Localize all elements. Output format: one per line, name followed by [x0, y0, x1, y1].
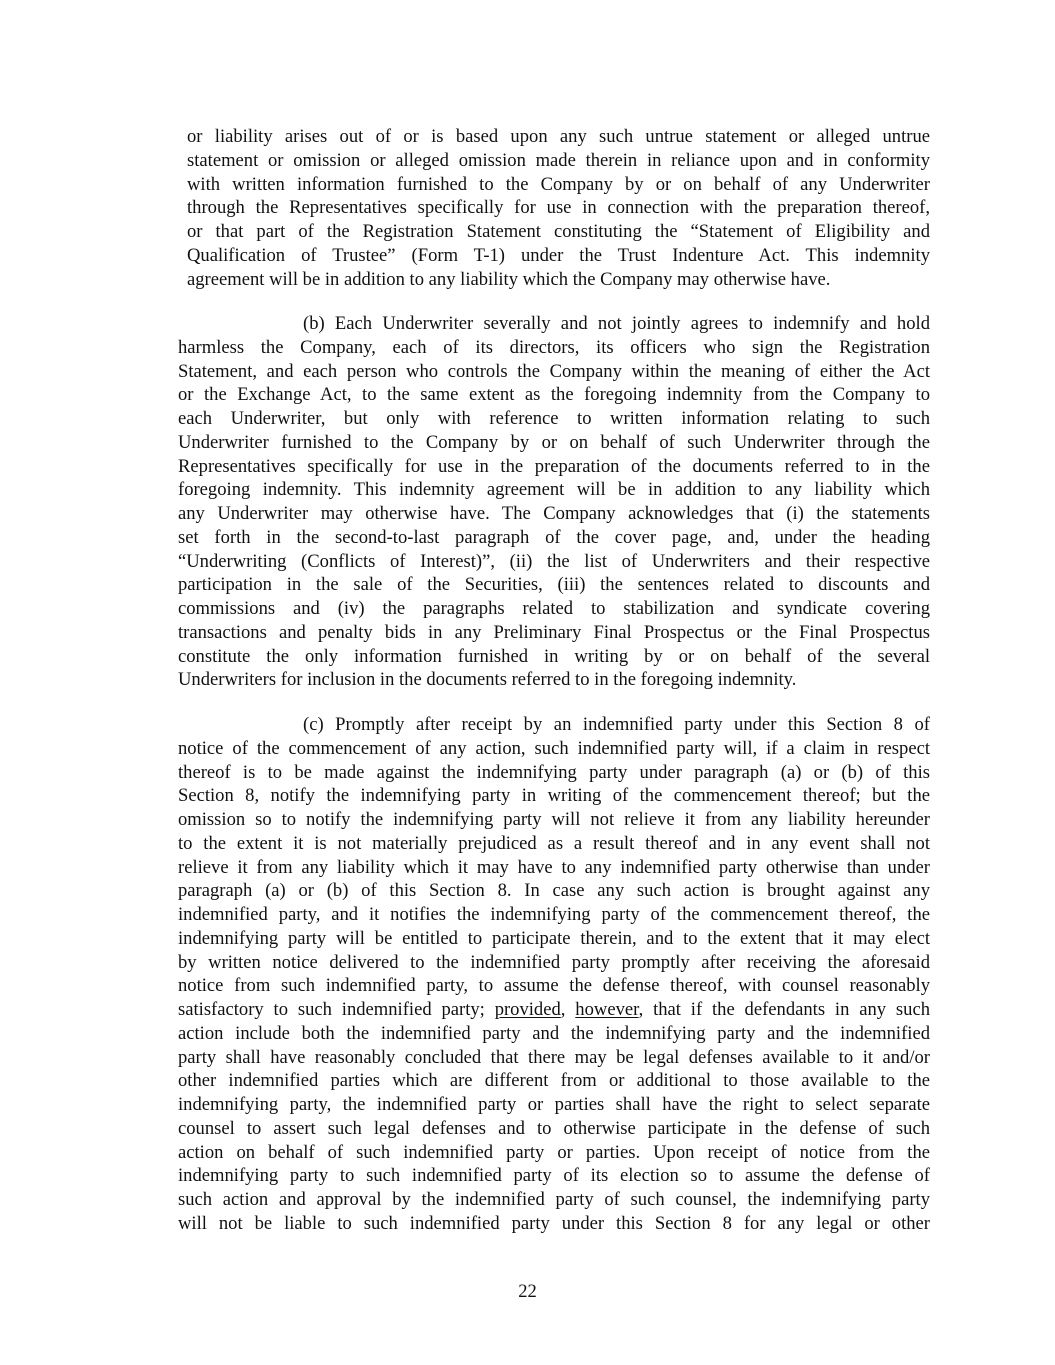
text-line: party shall have reasonably concluded that there may be legal defenses available to it and/or [178, 1046, 930, 1068]
text-line: through the Representatives specifically for use in connection with the preparation thereof, [187, 197, 930, 219]
paragraph-continuation [187, 125, 930, 291]
text-line: indemnifying party, the indemnified party or parties shall have the right to select separate [178, 1094, 930, 1115]
text-line: (c) Promptly after receipt by an indemnified party under this Section 8 of [303, 714, 930, 735]
text-line: agreement will be in addition to any liability which the Company may otherwise have. [187, 268, 831, 290]
text-segment: , that if the defendants in any such [638, 999, 931, 1020]
text-line: Underwriters for inclusion in the documents referred to in the foregoing indemnity. [178, 669, 797, 691]
text-line: such action and approval by the indemnified party of such counsel, the indemnifying party [178, 1189, 930, 1210]
text-line: indemnified party, and it notifies the indemnifying party of the commencement thereof, the [178, 904, 930, 925]
text-segment: satisfactory to such indemnified party; [178, 999, 495, 1020]
text-line: Representatives specifically for use in the preparation of the documents referred to in the [178, 455, 930, 477]
text-line: counsel to assert such legal defenses and to otherwise participate in the defense of such [178, 1117, 930, 1139]
text-line: notice from such indemnified party, to assume the defense thereof, with counsel reasonably [178, 975, 930, 997]
text-line: notice of the commencement of any action, such indemnified party will, if a claim in respect [178, 737, 930, 759]
text-line: action include both the indemnified party and the indemnifying party and the indemnified [178, 1022, 930, 1044]
text-line: (b) Each Underwriter severally and not jointly agrees to indemnify and hold [303, 313, 930, 334]
text-line: constitute the only information furnished in writing by or on behalf of the several [178, 645, 930, 667]
paragraph-c [178, 713, 930, 1236]
text-line: Statement, and each person who controls the Company within the meaning of either the Act [178, 360, 930, 382]
text-line: omission so to notify the indemnifying party will not relieve it from any liability hereunder [178, 809, 930, 830]
text-line: participation in the sale of the Securities, (iii) the sentences related to discounts and [178, 574, 930, 596]
text-line: Underwriter furnished to the Company by or on behalf of such Underwriter through the [178, 431, 930, 453]
text-line: harmless the Company, each of its directors, its officers who sign the Registration [178, 336, 930, 358]
page-number: 22 [518, 1281, 537, 1302]
text-line: other indemnified parties which are different from or additional to those available to the [178, 1070, 930, 1092]
text-line: statement or omission or alleged omission made therein in reliance upon and in conformity [187, 149, 930, 171]
text-line: indemnifying party to such indemnified party of its election so to assume the defense of [178, 1165, 930, 1187]
text-line: relieve it from any liability which it may have to any indemnified party otherwise than under [178, 856, 930, 878]
text-line: Qualification of Trustee” (Form T-1) under the Trust Indenture Act. This indemnity [187, 244, 930, 266]
text-line: each Underwriter, but only with reference to written information relating to such [178, 408, 930, 429]
text-line: or that part of the Registration Statement constituting the “Statement of Eligibility and [187, 221, 930, 242]
text-line: transactions and penalty bids in any Preliminary Final Prospectus or the Final Prospectus [178, 621, 930, 643]
underlined-term: provided [494, 999, 561, 1020]
text-line: by written notice delivered to the indemnified party promptly after receiving the aforesaid [178, 951, 930, 973]
text-line: or liability arises out of or is based upon any such untrue statement or alleged untrue [187, 126, 930, 147]
text-line: any Underwriter may otherwise have. The Company acknowledges that (i) the statements [178, 503, 930, 524]
text-line: will not be liable to such indemnified party under this Section 8 for any legal or other [178, 1212, 930, 1234]
text-line: commissions and (iv) the paragraphs related to stabilization and syndicate covering [178, 598, 930, 619]
text-line: to the extent it is not materially prejudiced as a result thereof and in any event shall not [178, 832, 930, 854]
text-line: indemnifying party will be entitled to participate therein, and to the extent that it may elect [178, 927, 930, 949]
underlined-term: however [575, 999, 639, 1020]
text-segment: , [560, 999, 576, 1020]
paragraph-b [178, 312, 930, 692]
text-line: foregoing indemnity. This indemnity agreement will be in addition to any liability which [178, 479, 930, 501]
text-line: paragraph (a) or (b) of this Section 8. In case any such action is brought against any [178, 880, 930, 902]
text-line: with written information furnished to the Company by or on behalf of any Underwriter [187, 173, 930, 195]
text-line: or the Exchange Act, to the same extent as the foregoing indemnity from the Company to [178, 384, 930, 406]
text-line: action on behalf of such indemnified party or parties. Upon receipt of notice from the [178, 1141, 930, 1163]
text-line: Section 8, notify the indemnifying party in writing of the commencement thereof; but the [178, 785, 930, 807]
text-line: “Underwriting (Conflicts of Interest)”, (ii) the list of Underwriters and their respective [178, 550, 930, 572]
text-line [178, 998, 930, 1022]
text-line: thereof is to be made against the indemnifying party under paragraph (a) or (b) of this [178, 761, 930, 783]
text-line: set forth in the second-to-last paragraph of the cover page, and, under the heading [178, 526, 930, 548]
